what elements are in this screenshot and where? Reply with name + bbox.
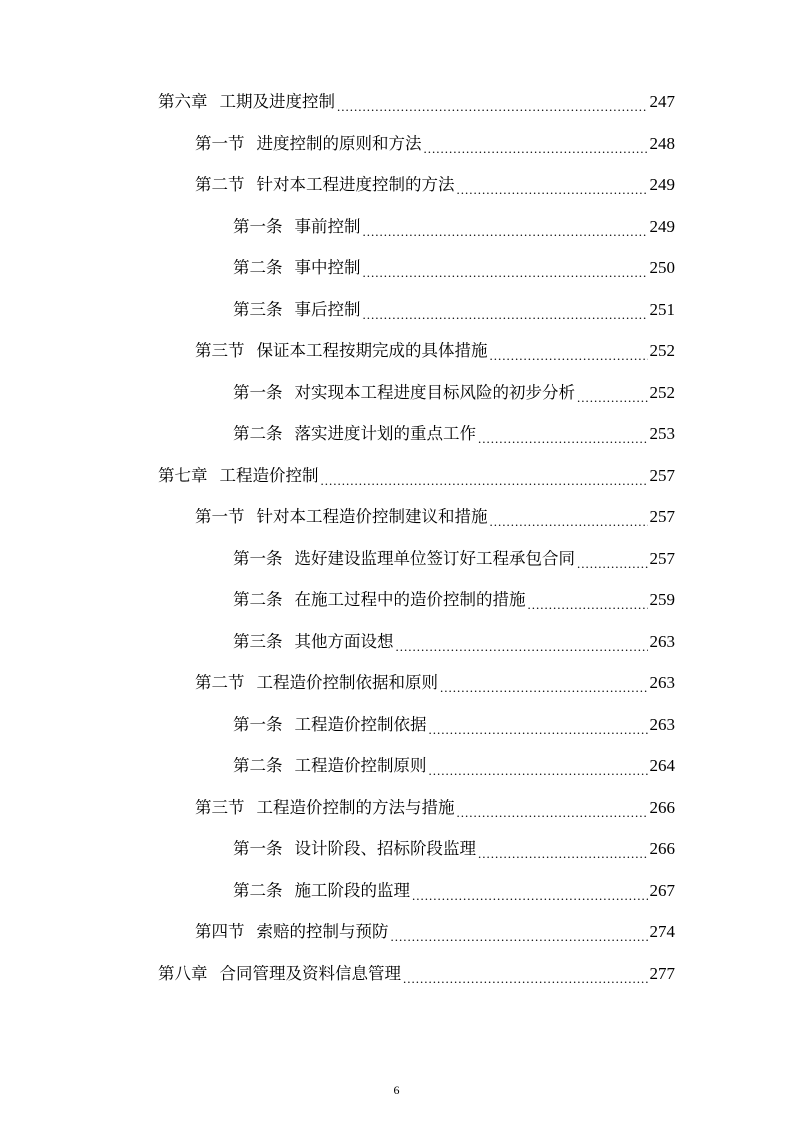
entry-number: 第二条 [233,756,283,775]
toc-entry-chapter[interactable] [158,961,675,987]
entry-title: 施工阶段的监理 [294,880,410,900]
toc-entry-article[interactable] [233,546,675,572]
entry-title: 针对本工程进度控制的方法 [256,175,455,194]
entry-title: 保证本工程按期完成的具体措施 [256,341,488,360]
entry-number: 第二条 [233,590,283,609]
dot-leader [424,131,648,157]
entry-page: 264 [649,756,675,775]
entry-number: 第一节 [195,133,245,153]
entry-title: 工期及进度控制 [219,92,335,111]
dot-leader [391,919,648,945]
entry-number: 第二节 [195,673,245,692]
toc-entry-article[interactable] [233,421,675,447]
dot-leader [321,463,648,489]
dot-leader [440,670,648,696]
entry-number: 第二条 [233,258,283,277]
entry-page: 263 [649,714,675,734]
entry-number: 第二条 [233,424,283,443]
entry-number: 第一条 [233,714,283,734]
entry-title: 进度控制的原则和方法 [256,133,422,153]
entry-number: 第二节 [195,175,245,194]
dot-leader [396,629,648,655]
toc-entry-article[interactable] [233,878,675,904]
entry-page: 251 [649,299,675,319]
dot-leader [429,712,648,738]
entry-page: 263 [649,631,675,651]
dot-leader [478,421,648,447]
entry-title: 事中控制 [294,258,361,277]
entry-number: 第三节 [195,797,245,817]
entry-title: 工程造价控制 [219,465,319,485]
toc-entry-section[interactable] [195,131,675,157]
entry-page: 249 [649,216,675,236]
dot-leader [577,546,648,572]
entry-number: 第三条 [233,299,283,319]
dot-leader [363,214,648,240]
entry-page: 257 [649,507,675,526]
entry-page: 266 [649,797,675,817]
entry-title: 工程造价控制原则 [294,756,427,775]
dot-leader [337,89,648,115]
entry-page: 257 [649,548,675,568]
toc-entry-article[interactable] [233,836,675,862]
dot-leader [363,255,648,281]
entry-title: 事后控制 [294,299,361,319]
toc-entry-article[interactable] [233,255,675,281]
toc-entry-article[interactable] [233,629,675,655]
dot-leader [490,338,648,364]
toc-entry-chapter[interactable] [158,463,675,489]
entry-title: 针对本工程造价控制建议和措施 [256,507,488,526]
entry-title: 选好建设监理单位签订好工程承包合同 [294,548,575,568]
toc-entry-section[interactable] [195,504,675,530]
toc-entry-article[interactable] [233,214,675,240]
entry-title: 落实进度计划的重点工作 [294,424,476,443]
entry-number: 第一条 [233,839,283,858]
toc-entry-section[interactable] [195,670,675,696]
entry-page: 259 [649,590,675,609]
entry-page: 274 [649,922,675,941]
entry-number: 第一条 [233,548,283,568]
entry-number: 第一条 [233,382,283,402]
toc-entry-article[interactable] [233,380,675,406]
dot-leader [490,504,648,530]
entry-page: 250 [649,258,675,277]
entry-page: 252 [649,341,675,360]
dot-leader [412,878,648,904]
entry-page: 263 [649,673,675,692]
dot-leader [457,795,648,821]
entry-number: 第一条 [233,216,283,236]
entry-page: 249 [649,175,675,194]
entry-title: 合同管理及资料信息管理 [219,963,401,983]
dot-leader [403,961,648,987]
entry-title: 工程造价控制依据和原则 [256,673,438,692]
dot-leader [457,172,648,198]
toc-entry-section[interactable] [195,338,675,364]
entry-title: 事前控制 [294,216,361,236]
entry-page: 252 [649,382,675,402]
dot-leader [528,587,648,613]
toc-entry-article[interactable] [233,753,675,779]
dot-leader [577,380,648,406]
entry-title: 设计阶段、招标阶段监理 [294,839,476,858]
dot-leader [363,297,648,323]
entry-number: 第七章 [158,465,208,485]
entry-page: 277 [649,963,675,983]
toc-entry-article[interactable] [233,587,675,613]
entry-page: 253 [649,424,675,443]
toc-entry-article[interactable] [233,297,675,323]
entry-page: 267 [649,880,675,900]
entry-number: 第一节 [195,507,245,526]
entry-number: 第二条 [233,880,283,900]
dot-leader [429,753,648,779]
entry-page: 247 [649,92,675,111]
entry-page: 257 [649,465,675,485]
entry-number: 第三节 [195,341,245,360]
entry-title: 在施工过程中的造价控制的措施 [294,590,526,609]
entry-page: 248 [649,133,675,153]
entry-title: 对实现本工程进度目标风险的初步分析 [294,382,575,402]
toc-entry-section[interactable] [195,795,675,821]
entry-title: 索赔的控制与预防 [256,922,389,941]
toc-entry-article[interactable] [233,712,675,738]
entry-number: 第八章 [158,963,208,983]
entry-title: 其他方面设想 [294,631,394,651]
toc-entry-section[interactable] [195,919,675,945]
entry-title: 工程造价控制依据 [294,714,427,734]
dot-leader [478,836,648,862]
entry-title: 工程造价控制的方法与措施 [256,797,455,817]
toc-entry-section[interactable] [195,172,675,198]
entry-page: 266 [649,839,675,858]
entry-number: 第四节 [195,922,245,941]
toc-entry-chapter[interactable] [158,89,675,115]
page-number: 6 [393,1083,400,1097]
entry-number: 第六章 [158,92,208,111]
entry-number: 第三条 [233,631,283,651]
